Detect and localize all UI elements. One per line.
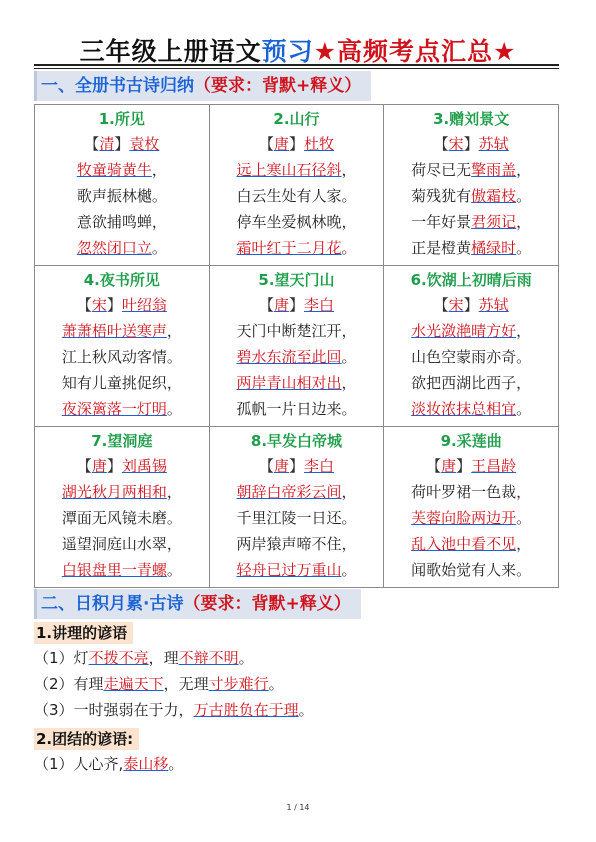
line-post: 。 [341, 348, 357, 366]
line-highlight: 忽然闭口立 [76, 239, 152, 257]
line-pre: 天门中断楚江开， [236, 322, 357, 340]
poem-row [35, 266, 559, 427]
title-part1: 三年级上册语文 [79, 37, 262, 66]
poem-line [210, 370, 384, 396]
line-highlight: 湖光秋月两相和 [61, 483, 167, 501]
proverb-text: 。 [168, 755, 184, 773]
poem-line [384, 183, 558, 209]
poem-dynasty: 宋 [448, 296, 464, 314]
line-post: 。 [151, 239, 167, 257]
bracket-close: 】 [114, 135, 130, 153]
title-part3: ★高频考点汇总★ [313, 37, 517, 66]
section2-heading [34, 589, 361, 619]
proverbs2-heading: 2.团结的谚语: [34, 728, 139, 750]
proverb-number: （1） [34, 649, 74, 667]
line-pre: 千里江陵一日还。 [236, 509, 357, 527]
line-pre: 菊残犹有 [411, 187, 472, 205]
page-number: 1 / 14 [286, 803, 310, 812]
line-post: 。 [516, 509, 532, 527]
poem-author: 李白 [304, 457, 335, 475]
title-rule-thick [34, 64, 559, 66]
bracket-close: 】 [463, 135, 479, 153]
poem-author: 袁枚 [129, 135, 160, 153]
line-highlight: 擎雨盖 [471, 161, 517, 179]
poem-line [384, 344, 558, 370]
proverb-highlight: 万古胜负在于理 [193, 701, 299, 719]
poem-line [384, 370, 558, 396]
poem-title: 9.采莲曲 [440, 432, 502, 450]
proverb-text: 。 [268, 675, 284, 693]
proverb-item [34, 699, 314, 721]
poem-line [210, 531, 384, 557]
proverb-text: 一时强弱在于力， [73, 701, 194, 719]
proverb-number: （3） [34, 701, 74, 719]
poem-author: 刘禹锡 [121, 457, 167, 475]
poem-line [35, 479, 209, 505]
poem-title: 5.望天门山 [258, 271, 335, 289]
line-post: ， [166, 322, 182, 340]
poem-line [384, 479, 558, 505]
line-pre: 意欲捕鸣蝉， [76, 213, 167, 231]
poem-author-line [35, 131, 209, 157]
poem-dynasty: 唐 [273, 135, 289, 153]
line-post: ， [151, 161, 167, 179]
line-pre: 知有儿童挑促织， [61, 374, 182, 392]
poem-line [35, 183, 209, 209]
line-highlight: 轻舟已过万重山 [236, 561, 342, 579]
poem-author-line [210, 453, 384, 479]
proverb-text: ，理 [148, 649, 179, 667]
section2-requirement: （要求：背默+释义） [183, 594, 351, 614]
poem-author: 苏轼 [478, 296, 509, 314]
line-highlight: 两岸青山相对出 [236, 374, 342, 392]
line-post: 。 [166, 400, 182, 418]
proverb-number: （1） [34, 755, 74, 773]
poem-line [384, 235, 558, 261]
bracket-close: 】 [288, 296, 304, 314]
line-highlight: 橘绿时 [471, 239, 517, 257]
bracket-close: 】 [288, 457, 304, 475]
poem-line [35, 505, 209, 531]
line-pre: 江上秋风动客情。 [61, 348, 182, 366]
line-highlight: 水光潋滟晴方好 [411, 322, 517, 340]
poem-line [210, 479, 384, 505]
poem-line [384, 505, 558, 531]
bracket-close: 】 [106, 296, 122, 314]
bracket-open: 【 [258, 135, 274, 153]
page-title [0, 32, 596, 68]
line-highlight: 君须记 [471, 213, 517, 231]
poem-author-line [35, 453, 209, 479]
line-post: ， [341, 374, 357, 392]
poem-line [35, 344, 209, 370]
poem-cell [384, 427, 559, 588]
line-pre: 白云生处有人家。 [236, 187, 357, 205]
proverb-item [34, 647, 254, 669]
line-post: 。 [516, 239, 532, 257]
line-pre: 两岸猿声啼不住， [236, 535, 357, 553]
proverb-highlight: 泰山移 [123, 755, 169, 773]
line-highlight: 芙蓉向脸两边开 [411, 509, 517, 527]
poem-cell [209, 105, 384, 266]
line-pre: 潭面无风镜未磨。 [61, 509, 182, 527]
poem-author: 李白 [304, 296, 335, 314]
poem-title: 2.山行 [273, 110, 320, 128]
section1-heading [34, 71, 371, 101]
poem-title: 6.饮湖上初晴后雨 [410, 271, 532, 289]
poem-line [384, 396, 558, 422]
bracket-open: 【 [258, 457, 274, 475]
poem-line [384, 318, 558, 344]
poem-line [35, 235, 209, 261]
title-rule-thin [34, 68, 559, 69]
proverb-highlight: 走遍天下 [103, 675, 164, 693]
line-post: 。 [516, 400, 532, 418]
poem-line [210, 396, 384, 422]
bracket-open: 【 [426, 457, 442, 475]
proverb-text: 。 [298, 701, 314, 719]
proverb-text: 灯 [73, 649, 89, 667]
poem-line [35, 318, 209, 344]
poem-dynasty: 唐 [91, 457, 107, 475]
poem-author-line [35, 292, 209, 318]
line-highlight: 白银盘里一青螺 [61, 561, 167, 579]
poem-row [35, 105, 559, 266]
bracket-close: 】 [463, 296, 479, 314]
bracket-open: 【 [433, 135, 449, 153]
poem-line [35, 396, 209, 422]
section1-heading-text: 一、全册书古诗归纳 [41, 76, 194, 96]
poem-cell [209, 266, 384, 427]
poem-dynasty: 唐 [273, 457, 289, 475]
line-pre: 闻歌始觉有人来。 [411, 561, 532, 579]
poem-line [210, 183, 384, 209]
poem-author: 苏轼 [478, 135, 509, 153]
line-pre: 荷叶罗裙一色裁， [411, 483, 532, 501]
line-highlight: 牧童骑黄牛 [76, 161, 152, 179]
poem-line [210, 344, 384, 370]
line-post: ， [516, 213, 532, 231]
poem-author-line [384, 131, 558, 157]
poem-line [384, 557, 558, 583]
poem-cell [209, 427, 384, 588]
poem-dynasty: 清 [99, 135, 115, 153]
proverb-text: ，无理 [163, 675, 209, 693]
poem-title: 8.早发白帝城 [250, 432, 343, 450]
poem-line [35, 531, 209, 557]
poem-line [35, 370, 209, 396]
poem-line [210, 557, 384, 583]
poem-line [384, 531, 558, 557]
line-pre: 正是橙黄 [411, 239, 472, 257]
proverb-highlight: 寸步难行 [208, 675, 269, 693]
poem-title: 4.夜书所见 [83, 271, 160, 289]
line-pre: 孤帆一片日边来。 [236, 400, 357, 418]
line-highlight: 夜深篱落一灯明 [61, 400, 167, 418]
poem-author: 王昌龄 [471, 457, 517, 475]
poem-line [35, 209, 209, 235]
poem-title: 7.望洞庭 [91, 432, 153, 450]
bracket-open: 【 [84, 135, 100, 153]
poem-cell [35, 266, 210, 427]
poem-line [384, 209, 558, 235]
poem-line [210, 318, 384, 344]
title-part2: 预习 [261, 37, 314, 66]
poem-dynasty: 宋 [448, 135, 464, 153]
proverbs1-heading: 1.讲理的谚语 [34, 622, 133, 644]
line-highlight: 碧水东流至此回 [236, 348, 342, 366]
poem-cell [384, 266, 559, 427]
poem-line [210, 235, 384, 261]
section1-requirement: （要求：背默+释义） [194, 76, 362, 96]
poem-author-line [210, 131, 384, 157]
line-pre: 荷尽已无 [411, 161, 472, 179]
proverb-number: （2） [34, 675, 74, 693]
line-highlight: 朝辞白帝彩云间 [236, 483, 342, 501]
bracket-close: 】 [106, 457, 122, 475]
poem-row [35, 427, 559, 588]
line-pre: 遥望洞庭山水翠， [61, 535, 182, 553]
line-pre: 歌声振林樾。 [76, 187, 167, 205]
bracket-close: 】 [456, 457, 472, 475]
line-highlight: 远上寒山石径斜 [236, 161, 342, 179]
poem-author-line [210, 292, 384, 318]
line-post: 。 [516, 187, 532, 205]
poem-author-line [384, 453, 558, 479]
line-pre: 山色空蒙雨亦奇。 [411, 348, 532, 366]
poem-dynasty: 唐 [441, 457, 457, 475]
proverb-text: 人心齐, [73, 755, 124, 773]
poem-line [35, 557, 209, 583]
poem-author: 杜牧 [304, 135, 335, 153]
poem-cell [384, 105, 559, 266]
line-post: 。 [341, 239, 357, 257]
line-post: ， [516, 535, 532, 553]
poem-line [35, 157, 209, 183]
poem-title: 3.赠刘景文 [433, 110, 510, 128]
poem-cell [35, 105, 210, 266]
proverb-highlight: 不拨不亮 [88, 649, 149, 667]
poem-author: 叶绍翁 [121, 296, 167, 314]
line-post: ， [341, 483, 357, 501]
line-pre: 欲把西湖比西子， [411, 374, 532, 392]
line-highlight: 淡妆浓抹总相宜 [411, 400, 517, 418]
proverb-item [34, 753, 183, 775]
line-pre: 停车坐爱枫林晚， [236, 213, 357, 231]
proverb-highlight: 不辩不明 [178, 649, 239, 667]
line-post: 。 [341, 561, 357, 579]
proverb-text: 有理 [73, 675, 104, 693]
line-post: 。 [166, 561, 182, 579]
bracket-open: 【 [76, 296, 92, 314]
line-highlight: 霜叶红于二月花 [236, 239, 342, 257]
bracket-open: 【 [433, 296, 449, 314]
bracket-open: 【 [258, 296, 274, 314]
poem-dynasty: 唐 [273, 296, 289, 314]
poem-line [210, 505, 384, 531]
line-highlight: 乱入池中看不见 [411, 535, 517, 553]
poem-author-line [384, 292, 558, 318]
line-post: ， [516, 161, 532, 179]
section2-heading-text: 二、日积月累·古诗 [41, 594, 184, 614]
poem-line [210, 209, 384, 235]
bracket-open: 【 [76, 457, 92, 475]
proverb-text: 。 [238, 649, 254, 667]
proverb-item [34, 673, 284, 695]
line-highlight: 萧萧梧叶送寒声 [61, 322, 167, 340]
bracket-close: 】 [288, 135, 304, 153]
line-highlight: 傲霜枝 [471, 187, 517, 205]
poem-title: 1.所见 [98, 110, 145, 128]
line-pre: 一年好景 [411, 213, 472, 231]
line-post: ， [341, 161, 357, 179]
poem-line [384, 157, 558, 183]
poem-line [210, 157, 384, 183]
poem-dynasty: 宋 [91, 296, 107, 314]
poem-table [34, 104, 559, 588]
line-post: ， [166, 483, 182, 501]
line-post: ， [516, 322, 532, 340]
poem-cell [35, 427, 210, 588]
